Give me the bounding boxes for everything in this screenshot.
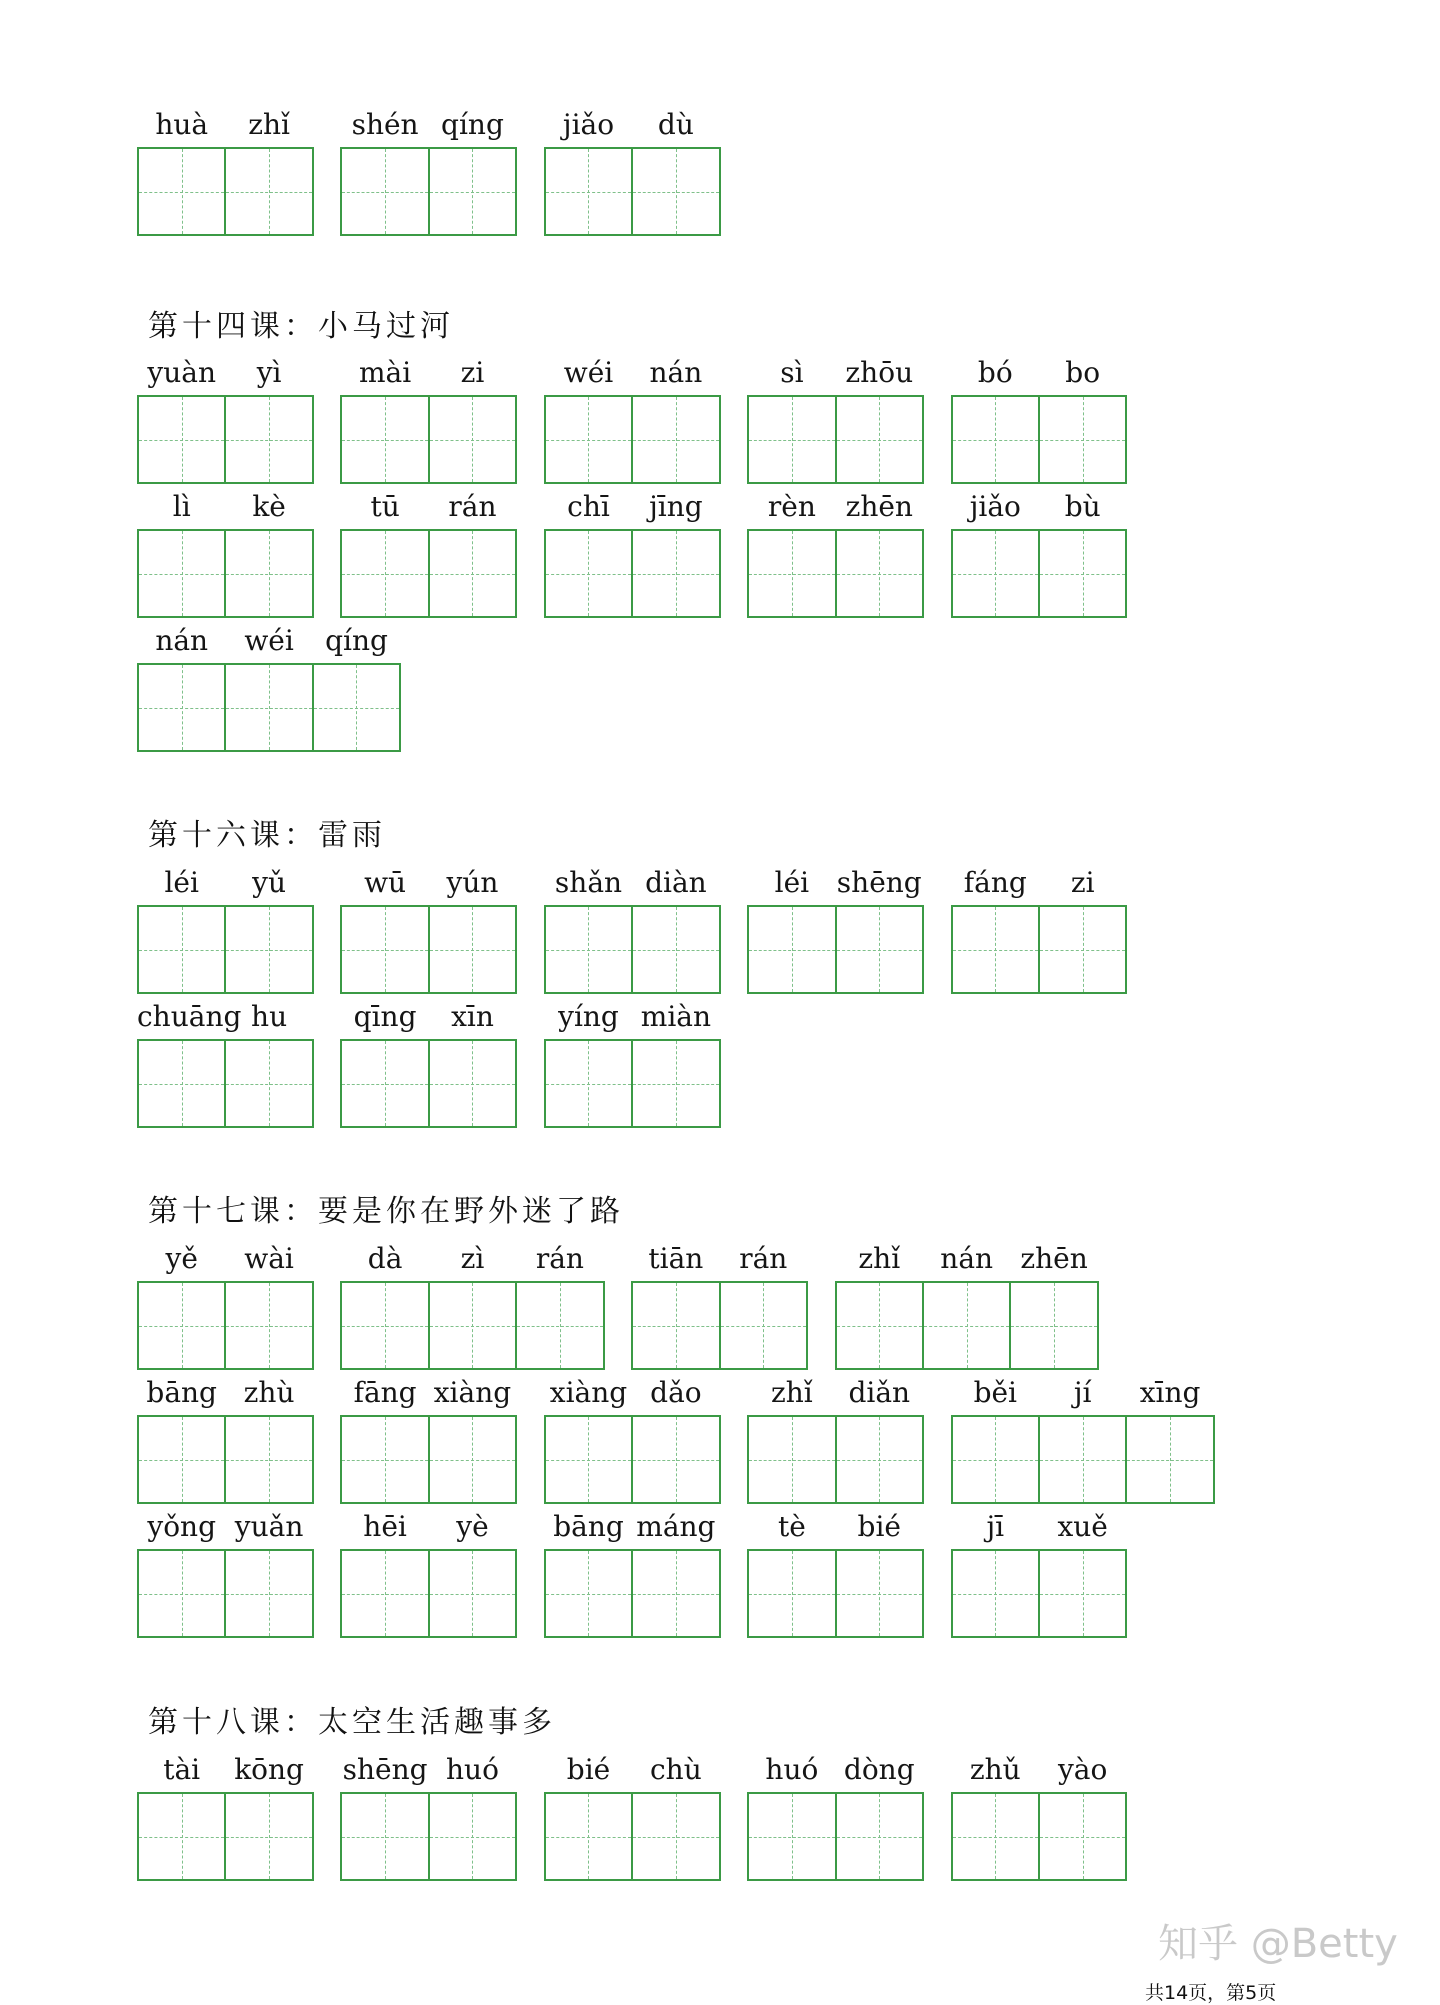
pinyin-syllable: tè: [777, 1510, 806, 1543]
writing-cell[interactable]: [747, 1415, 836, 1504]
writing-cell[interactable]: [835, 1281, 924, 1370]
writing-cell[interactable]: [631, 529, 720, 618]
writing-cell[interactable]: [951, 1792, 1040, 1881]
writing-cell[interactable]: [137, 1415, 226, 1504]
pinyin-syllable: bo: [1065, 356, 1101, 389]
pinyin-syllable: huó: [446, 1753, 499, 1786]
pinyin-syllable: wéi: [244, 624, 294, 657]
writing-cell[interactable]: [544, 1549, 633, 1638]
pinyin-syllable: shēng: [342, 1753, 428, 1786]
tian-grid-boxes: [137, 1039, 314, 1128]
pinyin-syllable: kè: [252, 490, 286, 523]
tian-grid-boxes: [544, 529, 721, 618]
writing-cell[interactable]: [631, 1415, 720, 1504]
writing-cell[interactable]: [951, 905, 1040, 994]
lesson-title: 第十八课：太空生活趣事多: [148, 1705, 556, 1740]
pinyin-syllable: shén: [351, 108, 419, 141]
pinyin-syllable: fáng: [963, 866, 1027, 899]
pinyin-syllable: jiǎo: [562, 108, 615, 141]
pinyin-syllable: hu: [251, 1000, 288, 1033]
tian-grid-boxes: [137, 395, 314, 484]
pinyin-syllable: yuǎn: [234, 1510, 304, 1543]
writing-cell[interactable]: [631, 1281, 720, 1370]
pinyin-syllable: běi: [973, 1376, 1018, 1409]
writing-cell[interactable]: [428, 395, 517, 484]
pinyin-syllable: diǎn: [848, 1376, 911, 1409]
pinyin-syllable: dǎo: [650, 1376, 702, 1409]
lesson-title: 第十七课：要是你在野外迷了路: [148, 1194, 624, 1229]
pinyin-syllable: zhǐ: [858, 1242, 901, 1275]
tian-grid-boxes: [340, 1281, 604, 1370]
tian-grid-boxes: [747, 1415, 924, 1504]
writing-cell[interactable]: [224, 1549, 313, 1638]
pinyin-syllable: nán: [649, 356, 703, 389]
pinyin-syllable: zi: [460, 356, 485, 389]
tian-grid-boxes: [340, 1549, 517, 1638]
pinyin-syllable: chī: [567, 490, 610, 523]
pinyin-syllable: léi: [164, 866, 199, 899]
writing-cell[interactable]: [719, 1281, 808, 1370]
pinyin-syllable: zi: [1070, 866, 1095, 899]
writing-cell[interactable]: [747, 1549, 836, 1638]
writing-cell[interactable]: [835, 1549, 924, 1638]
writing-cell[interactable]: [544, 1415, 633, 1504]
pinyin-syllable: jī: [986, 1510, 1005, 1543]
tian-grid-boxes: [340, 1792, 517, 1881]
pinyin-syllable: yì: [256, 356, 282, 389]
pinyin-syllable: zhēn: [1020, 1242, 1088, 1275]
writing-cell[interactable]: [340, 905, 429, 994]
pinyin-syllable: xiàng: [433, 1376, 512, 1409]
tian-grid-boxes: [835, 1281, 1099, 1370]
tian-grid-boxes: [137, 1792, 314, 1881]
pinyin-syllable: bié: [566, 1753, 611, 1786]
writing-cell[interactable]: [224, 663, 313, 752]
tian-grid-boxes: [951, 1549, 1128, 1638]
pinyin-syllable: xiàng: [549, 1376, 628, 1409]
writing-cell[interactable]: [428, 529, 517, 618]
tian-grid-boxes: [544, 147, 721, 236]
writing-cell[interactable]: [951, 1415, 1040, 1504]
writing-cell[interactable]: [544, 147, 633, 236]
pinyin-syllable: kōng: [234, 1753, 304, 1786]
writing-cell[interactable]: [224, 529, 313, 618]
pinyin-syllable: yíng: [558, 1000, 619, 1033]
writing-cell[interactable]: [544, 905, 633, 994]
tian-grid-boxes: [137, 1415, 314, 1504]
pinyin-syllable: dà: [367, 1242, 403, 1275]
pinyin-syllable: yún: [446, 866, 499, 899]
writing-cell[interactable]: [631, 395, 720, 484]
pinyin-syllable: zhù: [243, 1376, 295, 1409]
pinyin-syllable: yè: [456, 1510, 489, 1543]
writing-cell[interactable]: [224, 147, 313, 236]
watermark: 知乎 @Betty: [1158, 1921, 1398, 1967]
pinyin-syllable: zhǐ: [248, 108, 290, 141]
writing-cell[interactable]: [137, 1549, 226, 1638]
pinyin-syllable: chuāng: [137, 1000, 242, 1033]
tian-grid-boxes: [340, 529, 517, 618]
writing-cell[interactable]: [1038, 395, 1127, 484]
pinyin-syllable: xīng: [1139, 1376, 1201, 1409]
tian-grid-boxes: [747, 905, 924, 994]
pinyin-syllable: rán: [739, 1242, 788, 1275]
pinyin-syllable: wū: [364, 866, 407, 899]
tian-grid-boxes: [951, 905, 1128, 994]
tian-grid-boxes: [747, 395, 924, 484]
pinyin-syllable: wéi: [563, 356, 614, 389]
pinyin-syllable: qíng: [325, 624, 388, 657]
pinyin-syllable: zhōu: [845, 356, 914, 389]
writing-cell[interactable]: [835, 905, 924, 994]
tian-grid-boxes: [340, 147, 517, 236]
pinyin-syllable: rán: [535, 1242, 584, 1275]
writing-cell[interactable]: [747, 529, 836, 618]
writing-cell[interactable]: [835, 1415, 924, 1504]
pinyin-syllable: zhēn: [845, 490, 913, 523]
lesson-title: 第十六课：雷雨: [148, 818, 386, 853]
writing-cell[interactable]: [951, 1549, 1040, 1638]
tian-grid-boxes: [544, 1039, 721, 1128]
pinyin-syllable: huà: [155, 108, 209, 141]
tian-grid-boxes: [137, 529, 314, 618]
tian-grid-boxes: [137, 1281, 314, 1370]
writing-cell[interactable]: [835, 1792, 924, 1881]
writing-cell[interactable]: [631, 1792, 720, 1881]
writing-cell[interactable]: [1038, 1792, 1127, 1881]
pinyin-syllable: wài: [244, 1242, 294, 1275]
pinyin-syllable: hēi: [363, 1510, 407, 1543]
pinyin-syllable: diàn: [645, 866, 707, 899]
pinyin-syllable: qíng: [441, 108, 504, 141]
writing-cell[interactable]: [747, 905, 836, 994]
writing-cell[interactable]: [224, 1792, 313, 1881]
writing-cell[interactable]: [631, 905, 720, 994]
pinyin-syllable: yào: [1057, 1753, 1108, 1786]
tian-grid-boxes: [951, 529, 1128, 618]
pinyin-syllable: chù: [650, 1753, 702, 1786]
pinyin-syllable: shēng: [836, 866, 922, 899]
writing-cell[interactable]: [1038, 529, 1127, 618]
pinyin-syllable: qīng: [353, 1000, 417, 1033]
tian-grid-boxes: [951, 395, 1128, 484]
writing-cell[interactable]: [631, 1549, 720, 1638]
pinyin-syllable: bié: [857, 1510, 901, 1543]
writing-cell[interactable]: [428, 1549, 517, 1638]
tian-grid-boxes: [340, 1039, 517, 1128]
writing-cell[interactable]: [224, 395, 313, 484]
tian-grid-boxes: [951, 1415, 1215, 1504]
writing-cell[interactable]: [312, 663, 401, 752]
pinyin-syllable: máng: [636, 1510, 716, 1543]
writing-cell[interactable]: [137, 1792, 226, 1881]
writing-cell[interactable]: [340, 1549, 429, 1638]
writing-cell[interactable]: [340, 529, 429, 618]
pinyin-syllable: lì: [172, 490, 191, 523]
tian-grid-boxes: [340, 395, 517, 484]
pinyin-syllable: bāng: [146, 1376, 217, 1409]
pinyin-syllable: yuàn: [147, 356, 216, 389]
pinyin-syllable: zì: [460, 1242, 485, 1275]
writing-cell[interactable]: [340, 147, 429, 236]
pinyin-syllable: jí: [1073, 1376, 1092, 1409]
tian-grid-boxes: [137, 663, 401, 752]
tian-grid-boxes: [340, 1415, 517, 1504]
writing-cell[interactable]: [631, 1039, 720, 1128]
pinyin-syllable: yǒng: [147, 1510, 217, 1543]
pinyin-syllable: shǎn: [554, 866, 623, 899]
pinyin-syllable: bāng: [553, 1510, 624, 1543]
writing-cell[interactable]: [544, 1039, 633, 1128]
writing-cell[interactable]: [1009, 1281, 1098, 1370]
writing-cell[interactable]: [951, 395, 1040, 484]
writing-cell[interactable]: [835, 529, 924, 618]
page-footer: 共14页，第5页: [1145, 1982, 1277, 2004]
writing-cell[interactable]: [747, 1792, 836, 1881]
tian-grid-boxes: [340, 905, 517, 994]
writing-cell[interactable]: [1038, 1415, 1127, 1504]
pinyin-syllable: rèn: [767, 490, 816, 523]
pinyin-syllable: nán: [155, 624, 209, 657]
writing-cell[interactable]: [340, 1281, 429, 1370]
tian-grid-boxes: [544, 1792, 721, 1881]
pinyin-syllable: yě: [165, 1242, 198, 1275]
pinyin-syllable: tiān: [648, 1242, 704, 1275]
writing-cell[interactable]: [340, 1792, 429, 1881]
pinyin-syllable: dòng: [843, 1753, 915, 1786]
writing-cell[interactable]: [515, 1281, 604, 1370]
writing-cell[interactable]: [340, 1039, 429, 1128]
writing-cell[interactable]: [137, 529, 226, 618]
writing-cell[interactable]: [137, 147, 226, 236]
pinyin-syllable: fāng: [353, 1376, 417, 1409]
writing-cell[interactable]: [137, 905, 226, 994]
writing-cell[interactable]: [428, 147, 517, 236]
writing-cell[interactable]: [544, 529, 633, 618]
pinyin-syllable: xīn: [451, 1000, 494, 1033]
writing-cell[interactable]: [951, 529, 1040, 618]
tian-grid-boxes: [747, 1792, 924, 1881]
writing-cell[interactable]: [224, 1039, 313, 1128]
writing-cell[interactable]: [137, 1039, 226, 1128]
lesson-title: 第十四课：小马过河: [148, 309, 454, 344]
pinyin-syllable: bó: [977, 356, 1013, 389]
writing-cell[interactable]: [137, 1281, 226, 1370]
writing-cell[interactable]: [224, 1415, 313, 1504]
pinyin-syllable: dù: [657, 108, 694, 141]
writing-cell[interactable]: [224, 905, 313, 994]
writing-cell[interactable]: [428, 1792, 517, 1881]
pinyin-syllable: tū: [370, 490, 400, 523]
pinyin-syllable: bù: [1064, 490, 1101, 523]
pinyin-syllable: xuě: [1057, 1510, 1108, 1543]
writing-cell[interactable]: [137, 663, 226, 752]
tian-grid-boxes: [544, 1415, 721, 1504]
pinyin-syllable: huó: [765, 1753, 819, 1786]
tian-grid-boxes: [137, 905, 314, 994]
tian-grid-boxes: [544, 395, 721, 484]
pinyin-syllable: jiǎo: [969, 490, 1021, 523]
writing-cell[interactable]: [428, 1281, 517, 1370]
writing-cell[interactable]: [428, 905, 517, 994]
writing-cell[interactable]: [428, 1039, 517, 1128]
pinyin-syllable: nán: [940, 1242, 994, 1275]
writing-cell[interactable]: [1038, 1549, 1127, 1638]
tian-grid-boxes: [137, 147, 314, 236]
writing-cell[interactable]: [544, 1792, 633, 1881]
tian-grid-boxes: [747, 529, 924, 618]
writing-cell[interactable]: [544, 395, 633, 484]
writing-cell[interactable]: [340, 1415, 429, 1504]
tian-grid-boxes: [137, 1549, 314, 1638]
writing-cell[interactable]: [137, 395, 226, 484]
writing-cell[interactable]: [1125, 1415, 1214, 1504]
writing-cell[interactable]: [224, 1281, 313, 1370]
pinyin-syllable: zhǐ: [771, 1376, 813, 1409]
tian-grid-boxes: [951, 1792, 1128, 1881]
writing-cell[interactable]: [747, 395, 836, 484]
tian-grid-boxes: [544, 905, 721, 994]
writing-cell[interactable]: [922, 1281, 1011, 1370]
pinyin-syllable: rán: [448, 490, 497, 523]
writing-cell[interactable]: [428, 1415, 517, 1504]
pinyin-syllable: miàn: [640, 1000, 711, 1033]
writing-cell[interactable]: [631, 147, 720, 236]
tian-grid-boxes: [544, 1549, 721, 1638]
writing-cell[interactable]: [340, 395, 429, 484]
pinyin-syllable: jīng: [649, 490, 703, 523]
pinyin-syllable: zhǔ: [969, 1753, 1021, 1786]
pinyin-syllable: mài: [358, 356, 412, 389]
pinyin-syllable: tài: [163, 1753, 201, 1786]
writing-cell[interactable]: [1038, 905, 1127, 994]
tian-grid-boxes: [747, 1549, 924, 1638]
pinyin-syllable: yǔ: [252, 866, 287, 899]
tian-grid-boxes: [631, 1281, 808, 1370]
pinyin-syllable: sì: [780, 356, 804, 389]
pinyin-syllable: léi: [774, 866, 810, 899]
writing-cell[interactable]: [835, 395, 924, 484]
